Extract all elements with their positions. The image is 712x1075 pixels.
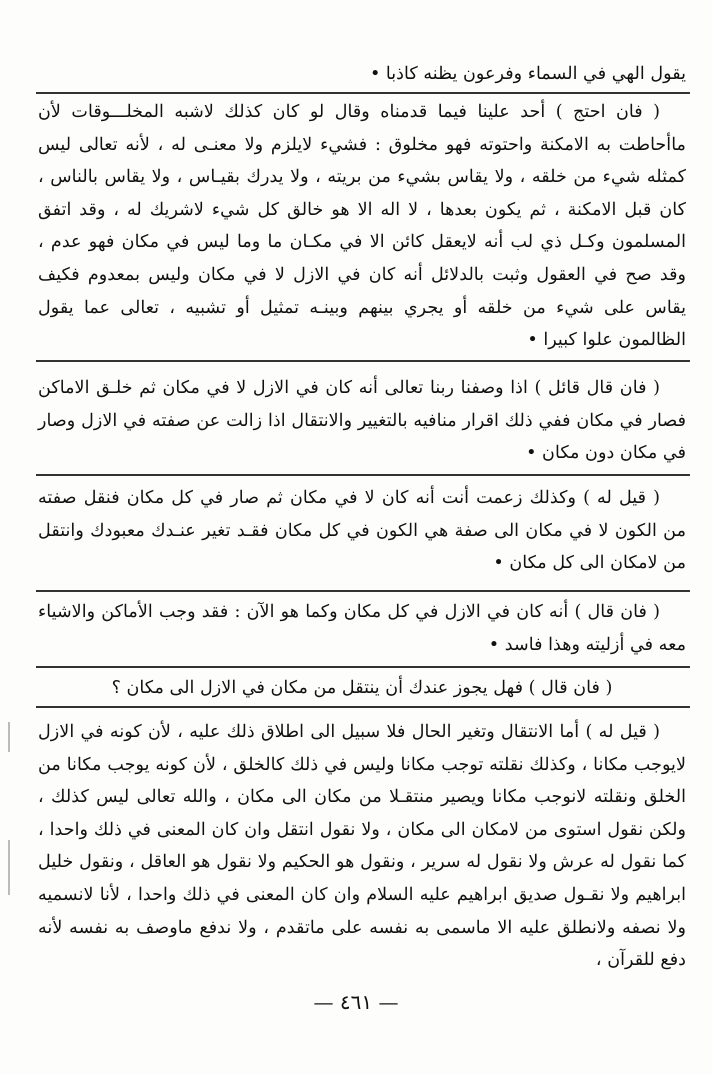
divider-3 (36, 474, 690, 476)
page-number: — ٤٦١ — (313, 990, 399, 1014)
paragraph-2 (38, 372, 686, 470)
centered-question-text: ( فان قال ) فهل يجوز عندك أن ينتقل من مكان في الازل الى مكان ؟ (111, 678, 613, 698)
divider-4 (36, 590, 690, 592)
paragraph-1-text: ( فان احتج ) أحد علينا فيما قدمناه وقال لو كان كذلك لاشبه المخلـــوقات لأن ماأحاطت به الامكنة واحتوته فهو مخلوق : فشيء لايلزم ولا معنـى له ، لأنه تعالى ليس كمثله شيء من خلقه ، ولا يقاس بشيء من بريته ، ولا يدرك بقيـاس ، ولا يقاس بالناس ، كان قبل الامكنة ، ثم يكون بعدها ، لا اله الا هو خالق كل شيء لاشريك له ، وقد اتفق المسلمون وكـل ذي لب أنه لايعقل كائن الا في مكـان ما وما ليس في مكان فهو عدم ، وقد صح في العقول وثبت بالدلائل أنه كان في الازل لا في مكان وليس بمعدوم فكيف يقاس على شيء من خلقه أو يجري بينهم وبينـه تمثيل أو تشبيه ، تعالى عما يقول الظالمون علوا كبيرا • (38, 102, 686, 351)
opening-line (38, 58, 686, 91)
paragraph-1 (38, 96, 686, 357)
paragraph-3-text: ( قيل له ) وكذلك زعمت أنت أنه كان لا في مكان ثم صار في كل مكان فنقل صفته من الكون لا في مكان الى صفة هي الكون في كل مكان فقـد تغير عنـدك معبودك وانتقل من لامكان الى كل مكان • (38, 488, 686, 574)
paragraph-4-text: ( فان قال ) أنه كان في الازل في كل مكان وكما هو الآن : فقد وجب الأماكن والاشياء معه في أزليته وهذا فاسد • (38, 602, 686, 655)
margin-mark-1 (8, 722, 10, 752)
divider-5 (36, 666, 690, 668)
divider-6 (36, 706, 690, 708)
paragraph-2-text: ( فان قال قائل ) اذا وصفنا ربنا تعالى أنه كان في الازل لا في مكان ثم خلـق الاماكن فصار في مكان ففي ذلك اقرار منافيه بالتغيير والانتقال اذا زالت عن صفته في الازل وصار في مكان دون مكان • (38, 378, 686, 464)
margin-mark-2 (8, 840, 10, 895)
divider-2 (36, 360, 690, 362)
paragraph-5-text: ( قيل له ) أما الانتقال وتغير الحال فلا سبيل الى اطلاق ذلك عليه ، لأن كونه في الازل لايوجب مكانا ، وكذلك نقلته توجب مكانا وليس في ذلك كالخلق ، لأن كونه يوجب مكانا من الخلق ونقلته لانوجب مكانا ويصير منتقـلا من مكان الى مكان ، والله تعالى ليس كذلك ، ولكن نقول استوى من لامكان الى مكان ، ولا نقول انتقل وان كان المعنى في ذلك واحدا ، كما نقول له عرش ولا نقول له سرير ، ونقول هو الحكيم ولا نقول هو العاقل ، ونقول خليل ابراهيم ولا نقـول صديق ابراهيم عليه السلام وان كان المعنى في ذلك واحدا ، لأنا لانسميه ولا نصفه ولانطلق عليه الا ماسمى به نفسه على ماتقدم ، ولا ندفع ماوصف به نفسه لأنه دفع للقرآن ، (38, 722, 686, 971)
centered-question (38, 672, 686, 705)
paragraph-3 (38, 482, 686, 580)
divider-1 (36, 92, 690, 94)
opening-line-text: يقول الهي في السماء وفرعون يظنه كاذبا • (369, 64, 686, 84)
paragraph-5 (38, 716, 686, 977)
paragraph-4 (38, 596, 686, 661)
